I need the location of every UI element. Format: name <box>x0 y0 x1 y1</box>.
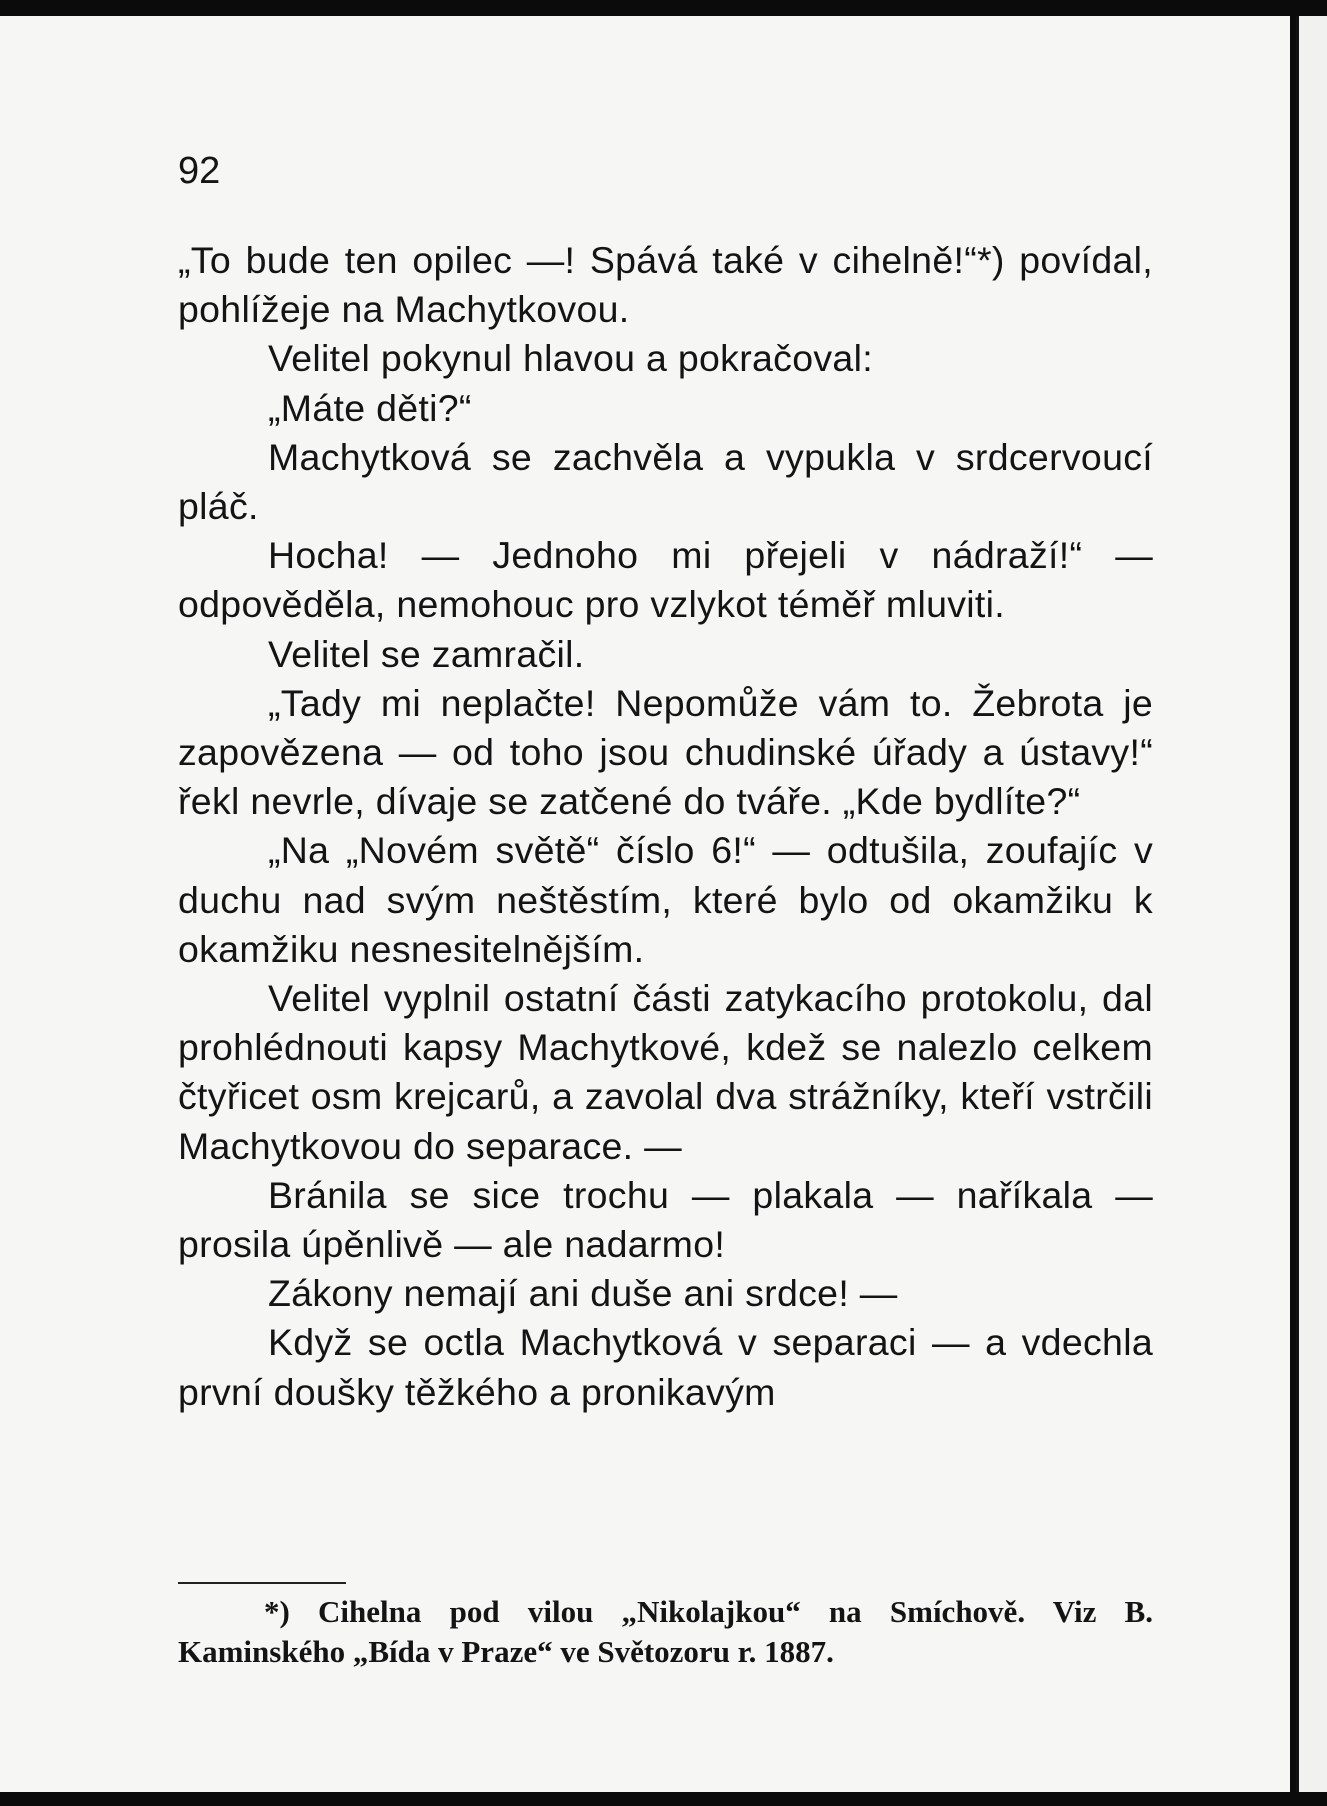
paragraph: Velitel vyplnil ostatní části zatykacího protokolu, dal prohlédnouti kapsy Machytkové, kdež se nalezlo celkem čtyřicet osm krejcarů, a zavolal dva strážníky, kteří vstrčili Machytkovou do separace. — <box>178 977 1153 1167</box>
footnote-rule <box>178 1582 346 1584</box>
paragraph: „Na „Novém světě“ číslo 6!“ — odtušila, zoufajíc v duchu nad svým neštěstím, které bylo od okamžiku k okamžiku nesnesitelnějším. <box>178 829 1153 970</box>
paragraph: Bránila se sice trochu — plakala — naříkala — prosila úpěnlivě — ale nadarmo! <box>178 1173 1153 1266</box>
paragraph: Machytková se zachvěla a vypukla v srdcervoucí pláč. <box>178 435 1153 528</box>
paragraph: „Máte děti?“ <box>268 386 472 429</box>
paragraph: Velitel pokynul hlavou a pokračoval: <box>268 337 873 380</box>
paragraph: „To bude ten opilec —! Spává také v cihelně!“*) povídal, pohlížeje na Machytkovou. <box>178 239 1153 331</box>
paragraph: Zákony nemají ani duše ani srdce! — <box>268 1272 898 1315</box>
footnote-text: *) Cihelna pod vilou „Nikolajkou“ na Smíchově. Viz B. Kaminského „Bída v Praze“ ve Světozoru r. 1887. <box>178 1594 1153 1669</box>
adjacent-page-edge <box>1296 16 1327 1792</box>
paragraph: „Tady mi neplačte! Nepomůže vám to. Žebrota je zapovězena — od toho jsou chudinské úřady a ústavy!“ řekl nevrle, dívaje se zatčené do tváře. „Kde bydlíte?“ <box>178 681 1153 823</box>
paragraph: Když se octla Machytková v separaci — a vdechla první doušky těžkého a pronikavým <box>178 1321 1153 1413</box>
body-text <box>178 236 1153 1417</box>
paragraph: Velitel se zamračil. <box>268 632 585 675</box>
page-number: 92 <box>178 150 221 192</box>
footnote <box>178 1592 1153 1672</box>
paragraph: Hocha! — Jednoho mi přejeli v nádraží!“ — odpověděla, nemohouc pro vzlykot téměř mluviti. <box>178 534 1153 626</box>
